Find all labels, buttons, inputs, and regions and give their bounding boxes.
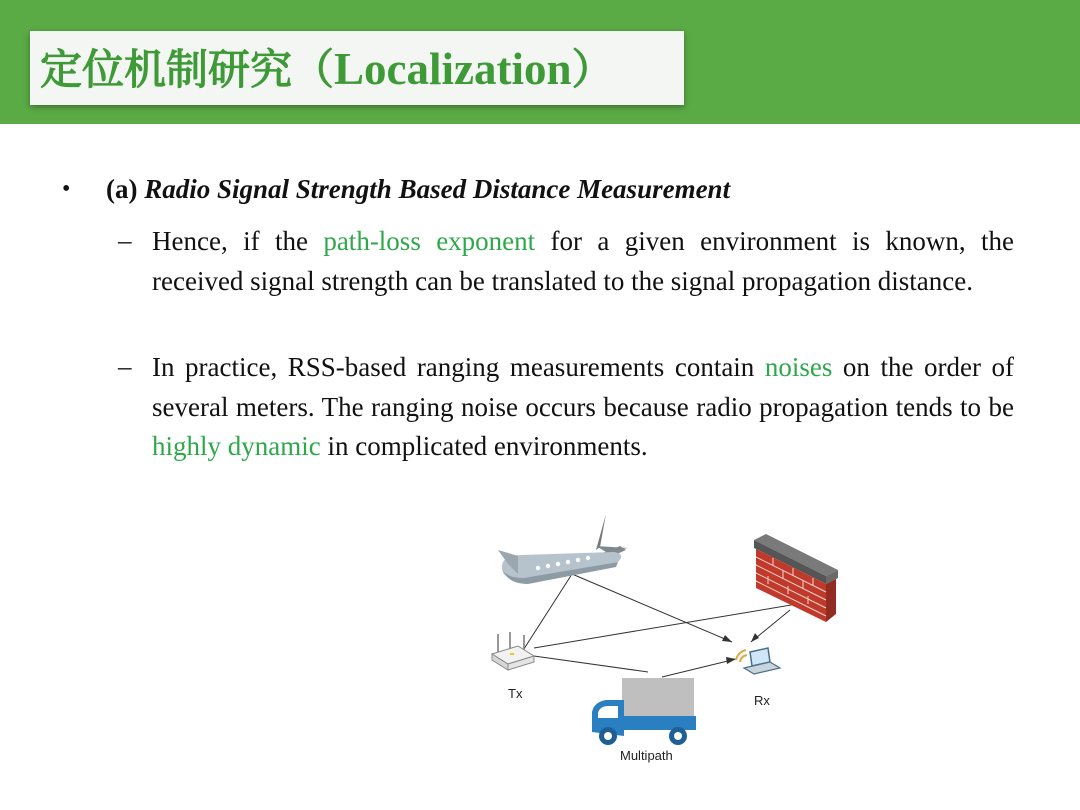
slide-title: 定位机制研究（Localization）: [40, 44, 614, 94]
paragraph-noise: In practice, RSS-based ranging measurements contain noises on the order of several meters. The ranging noise occurs because radio propagation tends to be highly dynamic in complicated environments.: [152, 352, 1014, 461]
highlight-path-loss: path-loss exponent: [323, 226, 536, 256]
path-truck-to-rx: [662, 659, 736, 677]
airplane-icon: [498, 514, 628, 584]
bullet-marker: •: [62, 176, 71, 202]
dash-marker-2: –: [118, 351, 132, 381]
path-tx-to-truck: [534, 656, 648, 672]
section-heading: (a) Radio Signal Strength Based Distance Measurement: [106, 174, 731, 204]
multipath-label: Multipath: [620, 748, 673, 763]
dash-marker-1: –: [118, 225, 132, 255]
multipath-figure: [488, 512, 844, 772]
highlight-noises: noises: [764, 352, 833, 382]
path-tx-to-plane: [522, 574, 572, 652]
paragraph-pathloss: Hence, if the path-loss exponent for a given environment is known, the received signal strength can be translated to the signal propagation distance.: [152, 226, 1014, 296]
laptop-icon: [736, 648, 780, 674]
truck-icon: [592, 678, 696, 745]
highlight-dynamic: highly dynamic: [152, 431, 321, 461]
path-plane-to-rx: [572, 574, 732, 642]
tx-label: Tx: [508, 686, 523, 701]
router-icon: [492, 632, 534, 670]
rx-label: Rx: [754, 693, 770, 708]
multipath-diagram: [488, 512, 844, 772]
title-box: [30, 31, 684, 105]
path-tx-to-wall: [534, 598, 833, 648]
